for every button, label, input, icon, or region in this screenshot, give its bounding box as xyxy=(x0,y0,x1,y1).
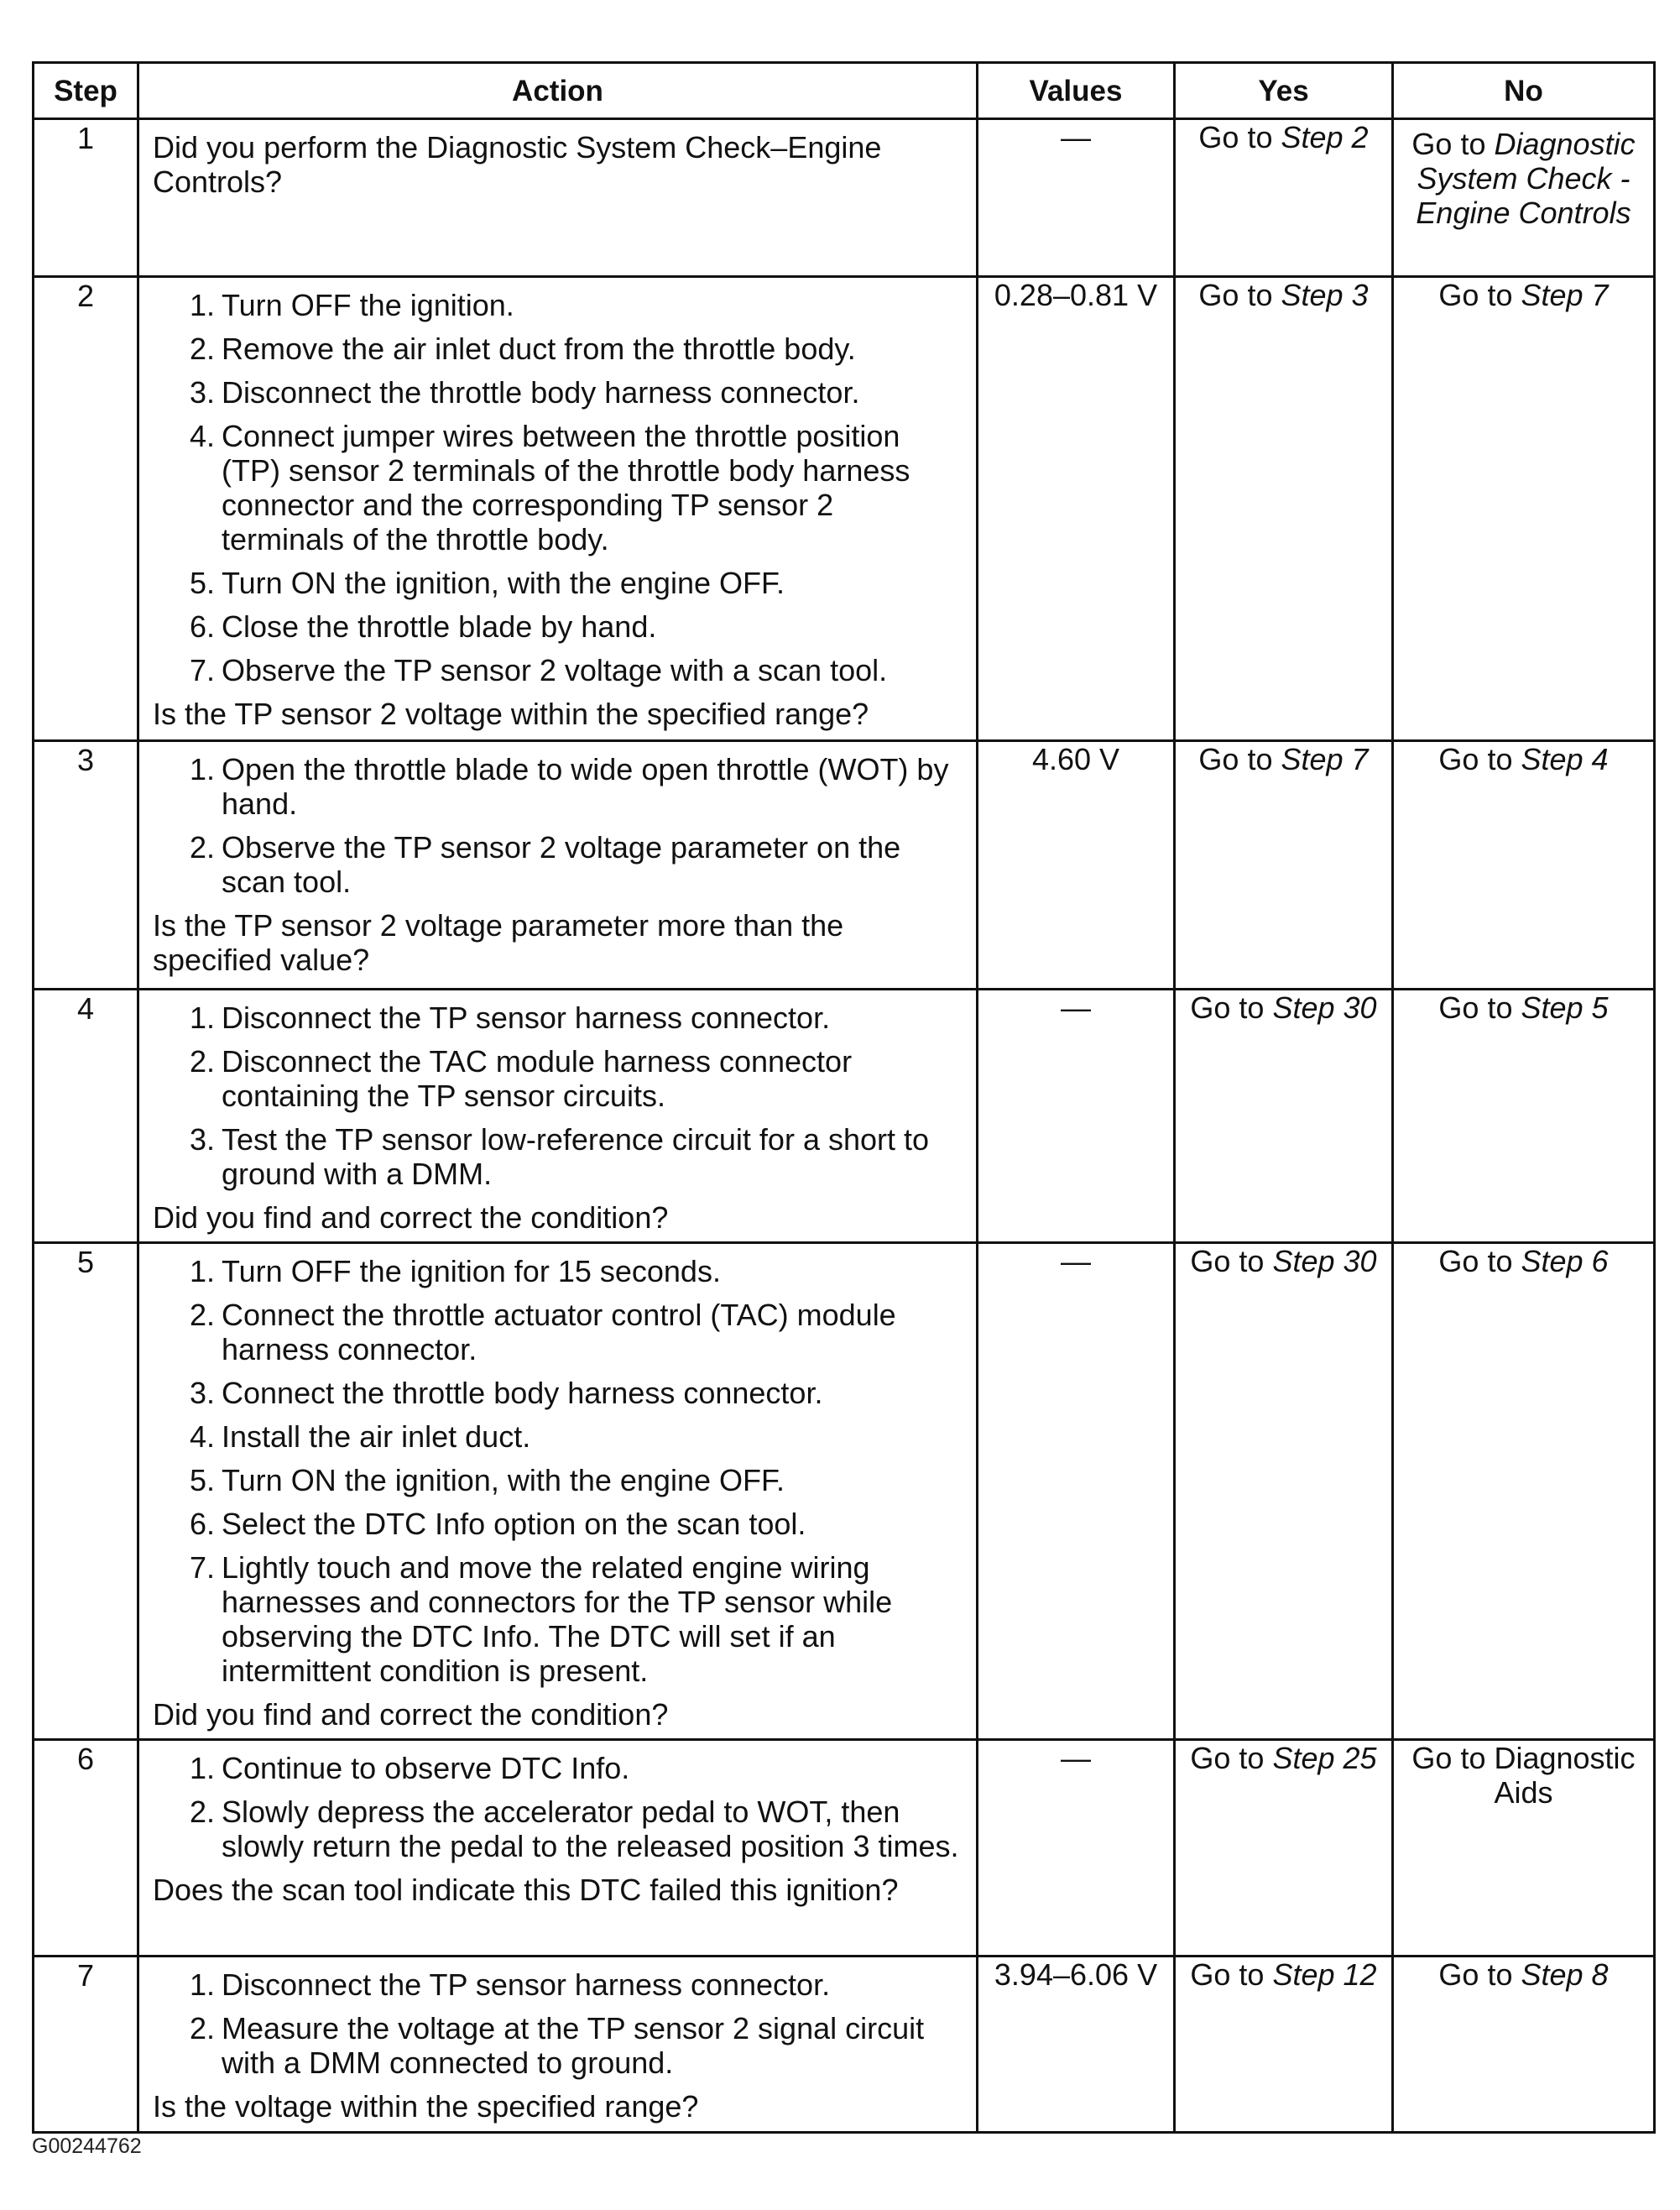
action-question: Does the scan tool indicate this DTC failed this ignition? xyxy=(153,1873,899,1907)
action-step-text: Remove the air inlet duct from the throttle body. xyxy=(222,332,856,366)
action-step-text: Measure the voltage at the TP sensor 2 signal circuit with a DMM connected to ground. xyxy=(222,2011,925,2080)
table-row xyxy=(34,741,1655,990)
header-action: Action xyxy=(138,63,978,119)
diagnostic-table xyxy=(32,61,1656,2134)
yes-prefix: Go to xyxy=(1190,1957,1273,1992)
yes-step-link: Step 30 xyxy=(1272,1244,1377,1278)
action-question: Is the TP sensor 2 voltage parameter more than the specified value? xyxy=(153,908,844,977)
action-step xyxy=(153,1419,964,1454)
yes-prefix: Go to xyxy=(1198,278,1281,312)
yes-cell xyxy=(1175,1740,1393,1957)
yes-step-link: Step 30 xyxy=(1272,990,1377,1025)
header-step: Step xyxy=(34,63,138,119)
action-step xyxy=(153,752,964,821)
action-step-number: 2. xyxy=(189,1044,215,1079)
value-cell: 4.60 V xyxy=(978,741,1175,990)
action-cell xyxy=(138,990,978,1243)
action-step-text: Continue to observe DTC Info. xyxy=(222,1751,630,1785)
action-step-text: Disconnect the TP sensor harness connector. xyxy=(222,1967,831,2002)
action-step-text: Turn ON the ignition, with the engine OFF. xyxy=(222,1463,785,1497)
action-step-number: 3. xyxy=(189,1376,215,1410)
header-row xyxy=(34,63,1655,119)
no-cell xyxy=(1393,1957,1655,2133)
action-step-text: Install the air inlet duct. xyxy=(222,1419,531,1454)
action-step-number: 1. xyxy=(189,1001,215,1035)
action-step-text: Test the TP sensor low-reference circuit for a short to ground with a DMM. xyxy=(222,1122,930,1191)
action-step-text: Connect the throttle actuator control (TAC) module harness connector. xyxy=(222,1298,896,1366)
yes-prefix: Go to xyxy=(1190,1741,1273,1775)
action-cell xyxy=(138,277,978,741)
action-cell xyxy=(138,741,978,990)
action-step-number: 2. xyxy=(189,1298,215,1332)
action-steps-list xyxy=(153,1001,964,1191)
yes-step-link: Step 3 xyxy=(1281,278,1369,312)
action-question: Is the TP sensor 2 voltage within the specified range? xyxy=(153,697,869,731)
value-cell: 3.94–6.06 V xyxy=(978,1957,1175,2133)
action-step-text: Connect jumper wires between the throttle position (TP) sensor 2 terminals of the throttle body harness connector and the corresponding TP sensor 2 terminals of the throttle body. xyxy=(222,419,910,556)
table-row xyxy=(34,990,1655,1243)
table-row xyxy=(34,1957,1655,2133)
action-step xyxy=(153,1550,964,1688)
no-step-link: Step 5 xyxy=(1521,990,1609,1025)
yes-cell xyxy=(1175,1957,1393,2133)
action-cell xyxy=(138,1957,978,2133)
yes-prefix: Go to xyxy=(1190,990,1273,1025)
action-steps-list xyxy=(153,752,964,899)
yes-step-link: Step 2 xyxy=(1281,120,1369,154)
step-number: 6 xyxy=(34,1740,138,1957)
action-step-number: 1. xyxy=(189,1967,215,2002)
no-cell xyxy=(1393,119,1655,277)
header-no: No xyxy=(1393,63,1655,119)
value-cell: — xyxy=(978,1740,1175,1957)
no-prefix: Go to xyxy=(1438,1244,1521,1278)
yes-step-link: Step 7 xyxy=(1281,742,1369,776)
no-prefix: Go to xyxy=(1438,278,1521,312)
action-cell xyxy=(138,1740,978,1957)
action-step-number: 2. xyxy=(189,830,215,865)
action-step-text: Connect the throttle body harness connector. xyxy=(222,1376,823,1410)
action-step-text: Slowly depress the accelerator pedal to WOT, then slowly return the pedal to the released position 3 times. xyxy=(222,1795,959,1863)
action-step-number: 1. xyxy=(189,288,215,322)
action-step-text: Observe the TP sensor 2 voltage parameter on the scan tool. xyxy=(222,830,901,899)
action-step xyxy=(153,1463,964,1497)
step-number: 7 xyxy=(34,1957,138,2133)
action-step-number: 6. xyxy=(189,1507,215,1541)
no-cell xyxy=(1393,990,1655,1243)
table-row xyxy=(34,1740,1655,1957)
action-step xyxy=(153,1507,964,1541)
yes-prefix: Go to xyxy=(1190,1244,1273,1278)
action-step xyxy=(153,1122,964,1191)
table-row xyxy=(34,1243,1655,1740)
no-cell xyxy=(1393,741,1655,990)
action-step xyxy=(153,1795,964,1863)
table-row xyxy=(34,277,1655,741)
table-body xyxy=(34,119,1655,2133)
value-cell: — xyxy=(978,990,1175,1243)
action-step-number: 1. xyxy=(189,1751,215,1785)
step-number: 2 xyxy=(34,277,138,741)
action-step-text: Open the throttle blade to wide open throttle (WOT) by hand. xyxy=(222,752,949,821)
yes-cell xyxy=(1175,1243,1393,1740)
value-cell: 0.28–0.81 V xyxy=(978,277,1175,741)
action-step-number: 3. xyxy=(189,375,215,410)
action-step xyxy=(153,1751,964,1785)
step-number: 5 xyxy=(34,1243,138,1740)
header-values: Values xyxy=(978,63,1175,119)
action-step xyxy=(153,830,964,899)
no-step-link: Step 8 xyxy=(1521,1957,1609,1992)
action-cell xyxy=(138,119,978,277)
action-step-text: Lightly touch and move the related engine wiring harnesses and connectors for the TP sensor while observing the DTC Info. The DTC will set if an intermittent condition is present. xyxy=(222,1550,893,1688)
action-step xyxy=(153,2011,964,2080)
action-step-text: Disconnect the TP sensor harness connector. xyxy=(222,1001,831,1035)
action-step-text: Select the DTC Info option on the scan tool. xyxy=(222,1507,806,1541)
figure-id: G00244762 xyxy=(32,2134,142,2158)
header-yes: Yes xyxy=(1175,63,1393,119)
table-row xyxy=(34,119,1655,277)
action-question: Is the voltage within the specified range? xyxy=(153,2089,699,2124)
action-step-text: Turn OFF the ignition. xyxy=(222,288,514,322)
action-step xyxy=(153,1044,964,1113)
no-step-link: Step 7 xyxy=(1521,278,1609,312)
action-step xyxy=(153,653,964,687)
action-step xyxy=(153,1001,964,1035)
step-number: 3 xyxy=(34,741,138,990)
action-step-text: Disconnect the throttle body harness connector. xyxy=(222,375,860,410)
action-step-number: 5. xyxy=(189,1463,215,1497)
no-prefix: Go to xyxy=(1411,127,1495,161)
action-step-number: 7. xyxy=(189,1550,215,1585)
action-steps-list xyxy=(153,1751,964,1863)
action-question: Did you find and correct the condition? xyxy=(153,1697,669,1732)
yes-step-link: Step 12 xyxy=(1272,1957,1377,1992)
step-number: 1 xyxy=(34,119,138,277)
yes-prefix: Go to xyxy=(1198,120,1281,154)
action-step-number: 3. xyxy=(189,1122,215,1157)
action-step xyxy=(153,419,964,556)
action-step xyxy=(153,288,964,322)
no-step-link: Step 6 xyxy=(1521,1244,1609,1278)
action-step xyxy=(153,332,964,366)
action-step xyxy=(153,1376,964,1410)
value-cell: — xyxy=(978,1243,1175,1740)
action-step-text: Observe the TP sensor 2 voltage with a scan tool. xyxy=(222,653,888,687)
action-step xyxy=(153,1254,964,1288)
action-steps-list xyxy=(153,1967,964,2080)
action-step xyxy=(153,1967,964,2002)
action-step-number: 2. xyxy=(189,2011,215,2045)
action-intro: Did you perform the Diagnostic System Check–Engine Controls? xyxy=(153,130,882,199)
yes-step-link: Step 25 xyxy=(1272,1741,1377,1775)
action-step-number: 1. xyxy=(189,752,215,786)
no-step-link: Diagnostic System Check - Engine Controls xyxy=(1416,127,1636,230)
action-step-text: Close the throttle blade by hand. xyxy=(222,609,657,644)
action-step xyxy=(153,1298,964,1366)
no-prefix: Go to Diagnostic Aids xyxy=(1411,1741,1636,1810)
action-step xyxy=(153,609,964,644)
no-step-link: Step 4 xyxy=(1521,742,1609,776)
action-step xyxy=(153,566,964,600)
no-cell xyxy=(1393,277,1655,741)
action-step-number: 4. xyxy=(189,1419,215,1454)
no-prefix: Go to xyxy=(1438,742,1521,776)
step-number: 4 xyxy=(34,990,138,1243)
yes-cell xyxy=(1175,741,1393,990)
action-step-number: 5. xyxy=(189,566,215,600)
action-step-number: 6. xyxy=(189,609,215,644)
value-cell: — xyxy=(978,119,1175,277)
action-step-number: 1. xyxy=(189,1254,215,1288)
yes-cell xyxy=(1175,277,1393,741)
action-steps-list xyxy=(153,288,964,687)
no-prefix: Go to xyxy=(1438,990,1521,1025)
action-steps-list xyxy=(153,1254,964,1688)
action-step-text: Turn ON the ignition, with the engine OFF. xyxy=(222,566,785,600)
action-step-number: 2. xyxy=(189,332,215,366)
no-prefix: Go to xyxy=(1438,1957,1521,1992)
no-cell xyxy=(1393,1243,1655,1740)
action-step-number: 4. xyxy=(189,419,215,453)
yes-cell xyxy=(1175,990,1393,1243)
yes-prefix: Go to xyxy=(1198,742,1281,776)
action-question: Did you find and correct the condition? xyxy=(153,1200,669,1235)
action-cell xyxy=(138,1243,978,1740)
yes-cell xyxy=(1175,119,1393,277)
action-step xyxy=(153,375,964,410)
action-step-number: 7. xyxy=(189,653,215,687)
action-step-text: Disconnect the TAC module harness connector containing the TP sensor circuits. xyxy=(222,1044,853,1113)
action-step-text: Turn OFF the ignition for 15 seconds. xyxy=(222,1254,721,1288)
no-cell xyxy=(1393,1740,1655,1957)
action-step-number: 2. xyxy=(189,1795,215,1829)
